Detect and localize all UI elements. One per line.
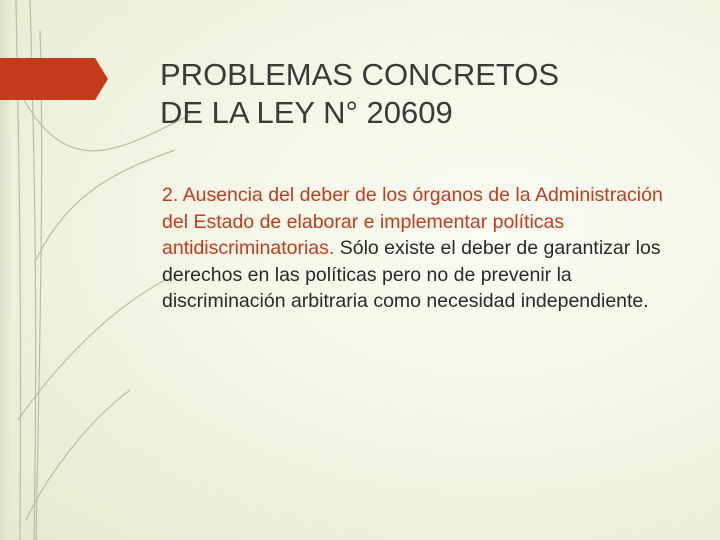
title-marker-arrow-icon [0, 58, 108, 100]
title-line-1: PROBLEMAS CONCRETOS [160, 57, 560, 92]
body-paragraph [162, 182, 692, 315]
slide-title [160, 56, 680, 132]
title-line-2: DE LA LEY N° 20609 [160, 95, 453, 130]
body-rest-text: Sólo existe el deber de garantizar los derechos en las políticas pero no de prevenir la discriminación arbitraria como necesidad independiente. [162, 237, 661, 312]
body-highlighted-text: 2. Ausencia del deber de los órganos de la Administración del Estado de elaborar e implementar políticas antidiscriminatorias. [162, 184, 663, 259]
